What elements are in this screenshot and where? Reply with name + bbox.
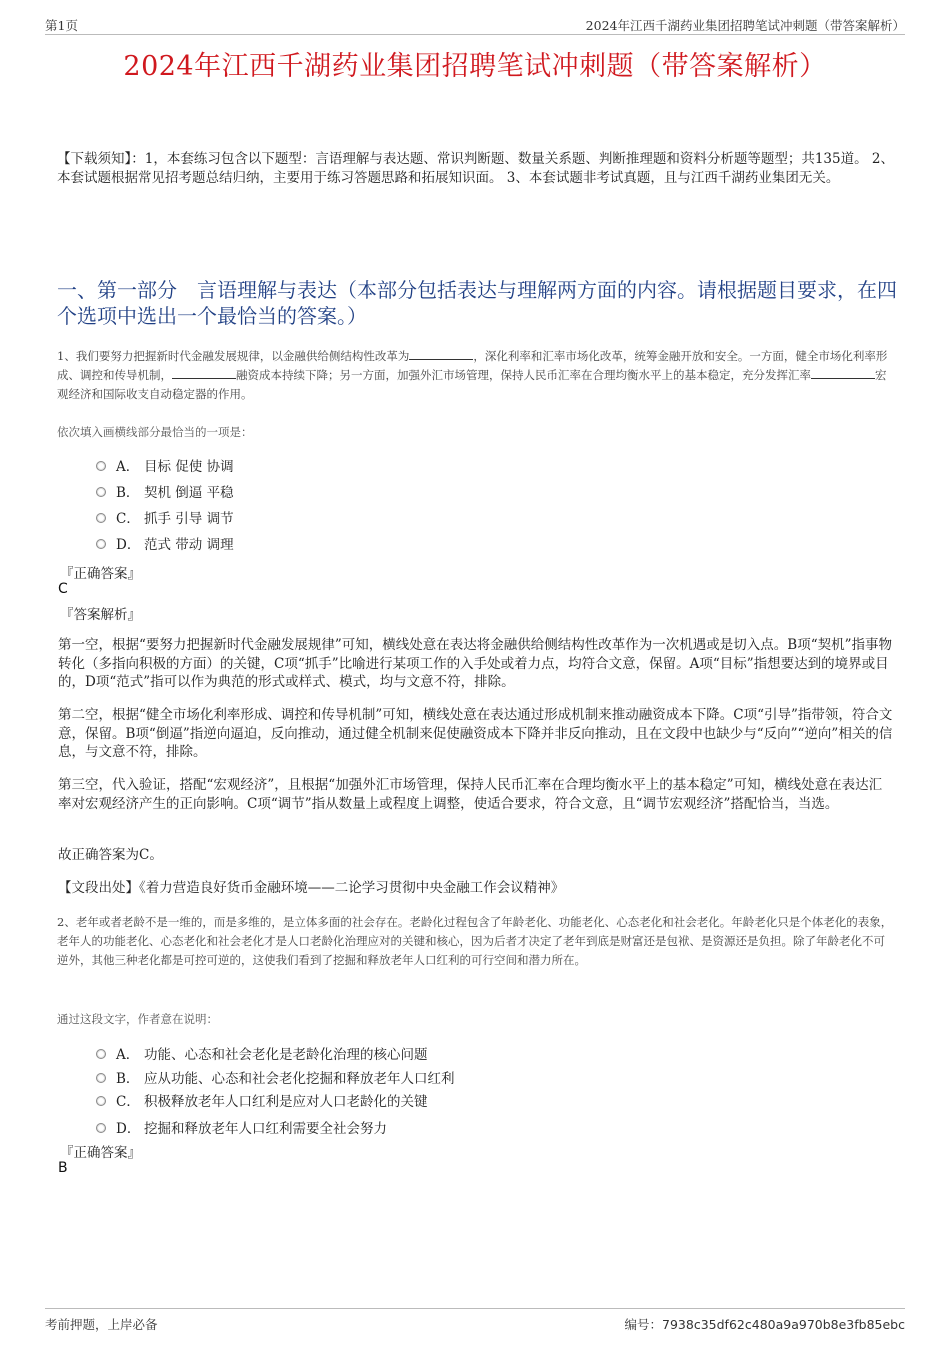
question-1-prompt: 依次填入画横线部分最恰当的一项是： (57, 425, 253, 439)
code-value: 7938c35df62c480a9a970b8e3fb85ebc (662, 1317, 905, 1332)
option-b[interactable] (96, 478, 234, 504)
option-letter: B． (116, 485, 140, 501)
question-2-prompt: 通过这段文字，作者意在说明： (57, 1012, 218, 1026)
option-text: 积极释放老年人口红利是应对人口老龄化的关键 (144, 1094, 428, 1110)
question-1-options (96, 452, 234, 556)
option-b[interactable] (96, 1066, 455, 1088)
question-1-stem (57, 347, 895, 404)
radio-icon[interactable] (96, 539, 106, 549)
section-title: 一、第一部分 言语理解与表达（本部分包括表达与理解两方面的内容。请根据题目要求，在四个选项中选出一个最恰当的答案。） (57, 278, 897, 328)
option-letter: C． (116, 511, 140, 527)
radio-icon[interactable] (96, 487, 106, 497)
option-letter: D． (116, 537, 141, 553)
blank-line (811, 367, 875, 379)
correct-answer: B (58, 1160, 68, 1176)
option-letter: A． (116, 459, 140, 475)
document-title: 2024年江西千湖药业集团招聘笔试冲刺题（带答案解析） (123, 51, 827, 82)
option-text: 范式 带动 调理 (144, 537, 234, 553)
option-a[interactable] (96, 452, 234, 478)
analysis-paragraph: 第一空，根据“要努力把握新时代金融发展规律”可知，横线处意在表达将金融供给侧结构性改革作为一次机遇或是切入点。B项“契机”指事物转化（多指向积极的方面）的关键，C项“抓手”比喻进行某项工作的入手处或着力点，均符合文意，保留。A项“目标”指想要达到的境界或目的，D项“范式”指可以作为典范的形式或样式、模式，均与文意不符，排除。 (58, 637, 893, 690)
option-text: 应从功能、心态和社会老化挖掘和释放老年人口红利 (144, 1071, 455, 1087)
option-letter: A． (116, 1047, 140, 1063)
radio-icon[interactable] (96, 1073, 106, 1083)
option-c[interactable] (96, 1088, 455, 1112)
analysis-paragraph: 第三空，代入验证，搭配“宏观经济”，且根据“加强外汇市场管理，保持人民币汇率在合理均衡水平上的基本稳定”可知，横线处意在表达汇率对宏观经济产生的正向影响。C项“调节”指从数量上或程度上调整，使适合要求，符合文意，且“调节宏观经济”搭配恰当，当选。 (58, 777, 883, 812)
stem-part: ，深化利率和汇率市场化改革，统筹金融开放和安全。一方面，健全市场化利率形成、调控和传导机制， (57, 349, 888, 382)
option-text: 契机 倒逼 平稳 (144, 485, 234, 501)
code-label: 编号： (624, 1317, 663, 1332)
radio-icon[interactable] (96, 513, 106, 523)
correct-answer: C (58, 581, 68, 597)
option-text: 功能、心态和社会老化是老龄化治理的核心问题 (144, 1047, 428, 1063)
option-a[interactable] (96, 1040, 455, 1066)
option-text: 挖掘和释放老年人口红利需要全社会努力 (144, 1121, 387, 1137)
option-text: 抓手 引导 调节 (144, 511, 234, 527)
page-header (45, 14, 905, 35)
download-notice: 【下载须知】：1，本套练习包含以下题型：言语理解与表达题、常识判断题、数量关系题、判断推理题和资料分析题等题型；共135道。 2、本套试题根据常见招考题总结归纳，主要用于练习答题思路和拓展知识面。 3、本套试题非考试真题，且与江西千湖药业集团无关。 (57, 151, 894, 186)
header-doc-title: 2024年江西千湖药业集团招聘笔试冲刺题（带答案解析） (585, 18, 905, 33)
option-c[interactable] (96, 504, 234, 530)
footer-slogan: 考前押题，上岸必备 (45, 1317, 158, 1332)
analysis-conclusion: 故正确答案为C。 (58, 847, 163, 863)
footer-code (625, 1315, 905, 1333)
option-letter: D． (116, 1121, 141, 1137)
option-d[interactable] (96, 1112, 455, 1142)
question-2-options (96, 1040, 455, 1142)
answer-label: 『正确答案』 (60, 566, 141, 582)
stem-part: 融资成本持续下降；另一方面，加强外汇市场管理，保持人民币汇率在合理均衡水平上的基本稳定，充分发挥汇率 (236, 368, 811, 382)
question-2-stem: 2、老年或者老龄不是一维的，而是多维的，是立体多面的社会存在。老龄化过程包含了年龄老化、功能老化、心态老化和社会老化。年龄老化只是个体老化的表象，老年人的功能老化、心态老化和社会老化才是人口老龄化治理应对的关键和核心，因为后者才决定了老年到底是财富还是包袱、是资源还是负担。除了年龄老化不可逆外，其他三种老化都是可控可逆的，这使我们看到了挖掘和释放老年人口红利的可行空间和潜力所在。 (57, 915, 893, 967)
page-number: 第1页 (45, 18, 78, 33)
option-letter: C． (116, 1094, 140, 1110)
answer-label: 『正确答案』 (60, 1145, 141, 1161)
radio-icon[interactable] (96, 1096, 106, 1106)
stem-part: 宏观经济和国际收支自动稳定器的作用。 (57, 368, 887, 401)
option-letter: B． (116, 1071, 140, 1087)
source-citation: 【文段出处】《着力营造良好货币金融环境——二论学习贯彻中央金融工作会议精神》 (58, 880, 565, 896)
analysis-label: 『答案解析』 (60, 607, 141, 623)
radio-icon[interactable] (96, 1049, 106, 1059)
option-text: 目标 促使 协调 (144, 459, 234, 475)
radio-icon[interactable] (96, 461, 106, 471)
blank-line (172, 367, 236, 379)
option-d[interactable] (96, 530, 234, 556)
page-footer (45, 1308, 905, 1331)
stem-part: 1、我们要努力把握新时代金融发展规律，以金融供给侧结构性改革为 (57, 349, 410, 363)
blank-line (409, 348, 473, 360)
radio-icon[interactable] (96, 1123, 106, 1133)
analysis-paragraph: 第二空，根据“健全市场化利率形成、调控和传导机制”可知，横线处意在表达通过形成机制来推动融资成本下降。C项“引导”指带领，符合文意，保留。B项“倒逼”指逆向逼迫，反向推动，通过健全机制来促使融资成本下降并非反向推动，且在文段中也缺少与“反向”“逆向”相关的信息，与文意不符，排除。 (58, 707, 893, 760)
